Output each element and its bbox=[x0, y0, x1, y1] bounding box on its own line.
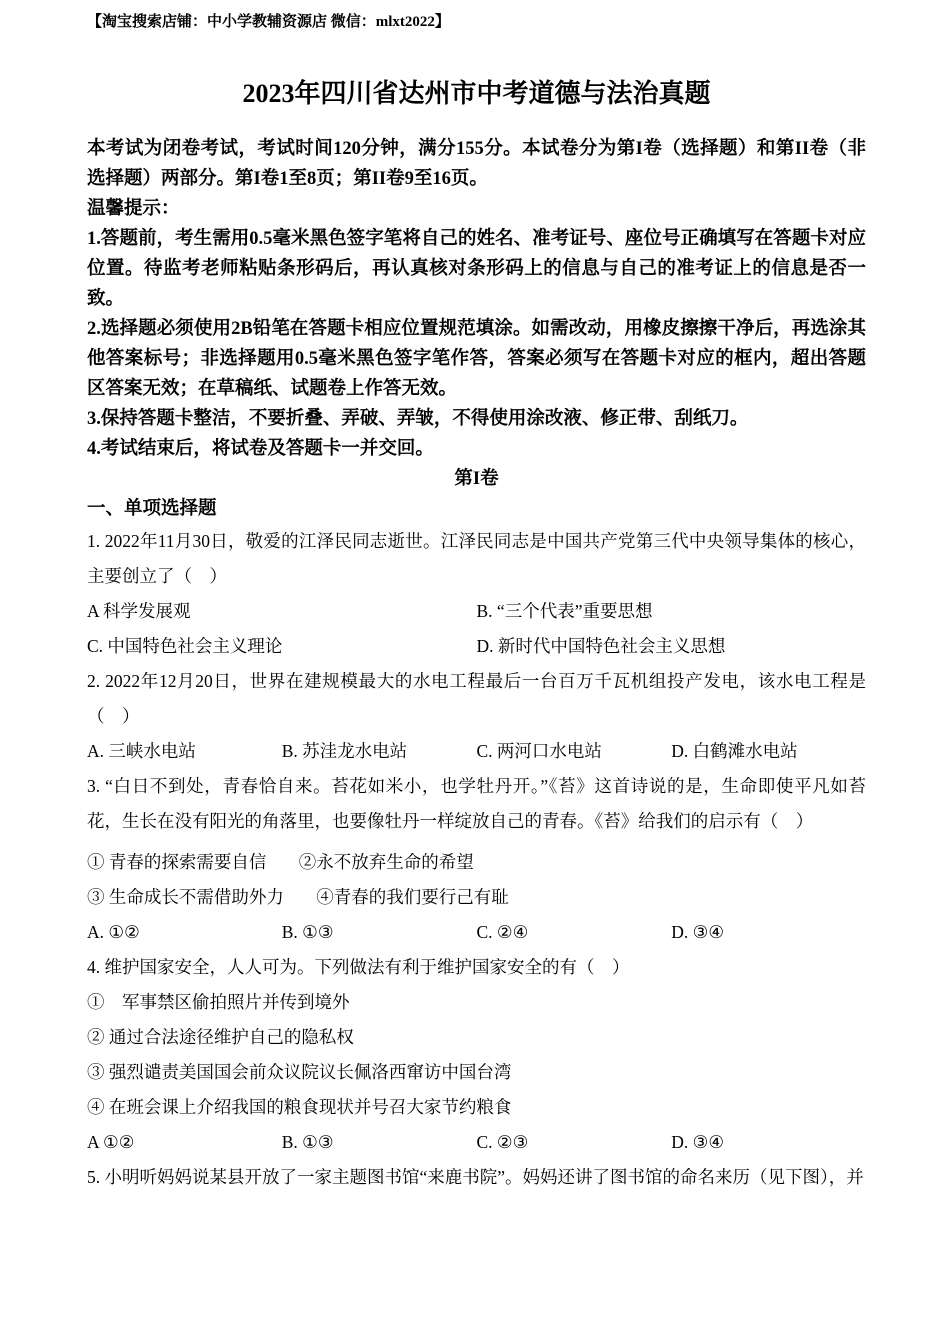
question-1-stem: 1. 2022年11月30日，敬爱的江泽民同志逝世。江泽民同志是中国共产党第三代中央领导集体的核心，主要创立了（ ） bbox=[87, 531, 866, 586]
question-4-statement-1: ① 军事禁区偷拍照片并传到境外 bbox=[87, 992, 350, 1012]
question-5-stem: 5. 小明听妈妈说某县开放了一家主题图书馆“来鹿书院”。妈妈还讲了图书馆的命名来历（见下图），并 bbox=[87, 1167, 864, 1187]
question-2-option-c: C. 两河口水电站 bbox=[476, 741, 602, 761]
question-3-statements bbox=[87, 845, 866, 915]
question-3-statement-row bbox=[87, 845, 866, 880]
question-5 bbox=[87, 1160, 866, 1195]
question-3-statement-1: ① 青春的探索需要自信 bbox=[87, 852, 267, 872]
question-4-option-row bbox=[87, 1125, 866, 1160]
question-4-statement-2: ② 通过合法途径维护自己的隐私权 bbox=[87, 1027, 354, 1047]
question-4-option-a: A ①② bbox=[87, 1132, 135, 1152]
question-4-statement-4: ④ 在班会课上介绍我国的粮食现状并号召大家节约粮食 bbox=[87, 1097, 512, 1117]
question-2 bbox=[87, 664, 866, 769]
question-4-statement-3: ③ 强烈谴责美国国会前众议院议长佩洛西窜访中国台湾 bbox=[87, 1062, 512, 1082]
question-3-stem: 3. “白日不到处，青春恰自来。苔花如米小，也学牡丹开。”《苔》这首诗说的是，生命即使平凡如苔花，生长在没有阳光的角落里，也要像牡丹一样绽放自己的青春。《苔》给我们的启示有（ ） bbox=[87, 776, 866, 831]
question-1 bbox=[87, 524, 866, 664]
tip-heading: 温馨提示： bbox=[87, 199, 180, 219]
question-1-option-c: C. 中国特色社会主义理论 bbox=[87, 636, 283, 656]
section-heading: 一、单项选择题 bbox=[87, 499, 217, 519]
question-3-statement-4: ④青春的我们要行己有耻 bbox=[316, 887, 509, 907]
question-list bbox=[87, 524, 866, 1195]
question-2-stem: 2. 2022年12月20日，世界在建规模最大的水电工程最后一台百万千瓦机组投产发电，该水电工程是（ ） bbox=[87, 671, 866, 726]
exam-instructions bbox=[87, 134, 866, 464]
question-3-statement-3: ③ 生命成长不需借助外力 bbox=[87, 887, 284, 907]
question-3-option-a: A. ①② bbox=[87, 922, 140, 942]
instruction-note-1: 1.答题前，考生需用0.5毫米黑色签字笔将自己的姓名、准考证号、座位号正确填写在答题卡对应位置。待监考老师粘贴条形码后，再认真核对条形码上的信息与自己的准考证上的信息是否一致。 bbox=[87, 229, 866, 309]
question-2-option-b: B. 苏洼龙水电站 bbox=[281, 741, 408, 761]
question-1-option-a: A 科学发展观 bbox=[87, 601, 191, 621]
page-title: 2023年四川省达州市中考道德与法治真题 bbox=[242, 79, 711, 108]
instruction-note-2: 2.选择题必须使用2B铅笔在答题卡相应位置规范填涂。如需改动，用橡皮擦擦干净后，再选涂其他答案标号；非选择题用0.5毫米黑色签字笔作答，答案必须写在答题卡对应的框内，超出答题区答案无效；在草稿纸、试题卷上作答无效。 bbox=[87, 319, 866, 399]
question-4-option-d: D. ③④ bbox=[671, 1132, 725, 1152]
instruction-note-3: 3.保持答题卡整洁，不要折叠、弄破、弄皱，不得使用涂改液、修正带、刮纸刀。 bbox=[87, 409, 749, 429]
instruction-overview: 本考试为闭卷考试，考试时间120分钟，满分155分。本试卷分为第I卷（选择题）和第II卷（非选择题）两部分。第I卷1至8页；第II卷9至16页。 bbox=[87, 139, 866, 189]
question-4-option-b: B. ①③ bbox=[281, 1132, 334, 1152]
question-3 bbox=[87, 769, 866, 950]
question-4-stem: 4. 维护国家安全，人人可为。下列做法有利于维护国家安全的有（ ） bbox=[87, 957, 630, 977]
question-4-option-c: C. ②③ bbox=[476, 1132, 529, 1152]
store-watermark-note: 【淘宝搜索店铺：中小学教辅资源店 微信：mlxt2022】 bbox=[87, 14, 450, 30]
question-4 bbox=[87, 950, 866, 1160]
question-1-option-row bbox=[87, 594, 866, 629]
question-1-option-row bbox=[87, 629, 866, 664]
question-3-statement-row bbox=[87, 880, 866, 915]
question-2-option-d: D. 白鹤滩水电站 bbox=[671, 741, 798, 761]
question-3-option-c: C. ②④ bbox=[476, 922, 529, 942]
question-3-statement-2: ②永不放弃生命的希望 bbox=[298, 852, 474, 872]
question-3-option-b: B. ①③ bbox=[281, 922, 334, 942]
question-2-option-row bbox=[87, 734, 866, 769]
question-3-option-row bbox=[87, 915, 866, 950]
question-1-option-d: D. 新时代中国特色社会主义思想 bbox=[476, 636, 726, 656]
question-2-option-a: A. 三峡水电站 bbox=[87, 741, 196, 761]
question-3-option-d: D. ③④ bbox=[671, 922, 725, 942]
question-1-option-b: B. “三个代表”重要思想 bbox=[476, 601, 653, 621]
instruction-note-4: 4.考试结束后，将试卷及答题卡一并交回。 bbox=[87, 439, 434, 459]
volume-heading: 第I卷 bbox=[454, 469, 499, 489]
